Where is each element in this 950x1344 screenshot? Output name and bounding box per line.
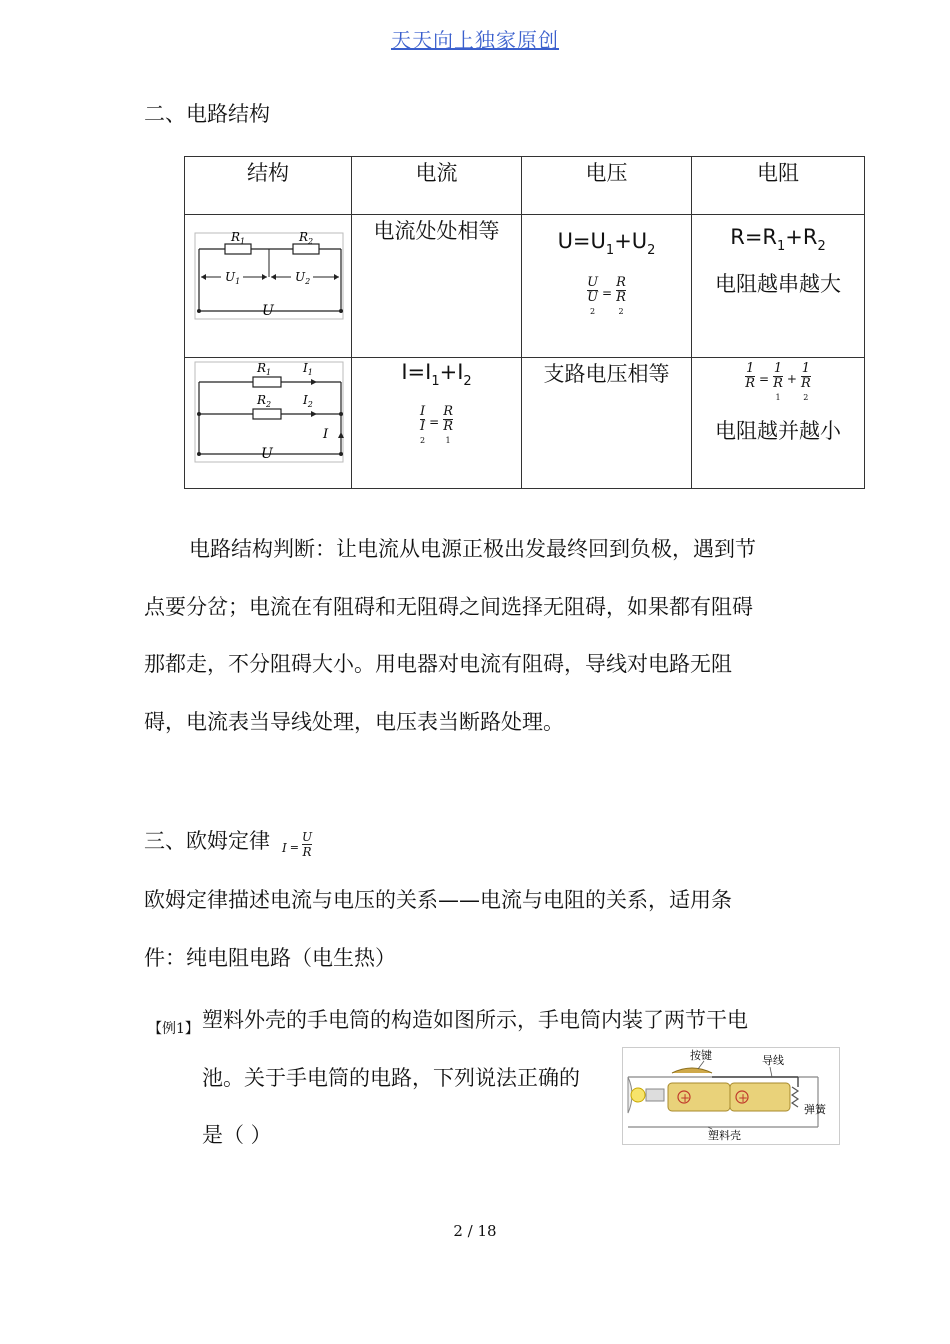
label-u: U xyxy=(262,303,274,319)
paragraph-line: 碍，电流表当导线处理，电压表当断路处理。 xyxy=(144,709,564,734)
circuit-table xyxy=(184,156,865,489)
svg-text:按键: 按键 xyxy=(690,1049,712,1062)
section-3-heading: 三、欧姆定律 xyxy=(144,829,270,853)
example-tag: 【例1】 xyxy=(148,1021,199,1037)
svg-text:导线: 导线 xyxy=(762,1054,784,1067)
parallel-resistance-text: 电阻越并越小 xyxy=(715,419,841,443)
series-current-cell xyxy=(352,215,522,358)
svg-text:I2: $I_2$ xyxy=(303,393,313,409)
svg-text:R1: $R_1$ xyxy=(257,361,272,377)
series-structure-cell xyxy=(185,215,352,358)
page-number: 2 / 18 xyxy=(453,1222,497,1240)
section-2-heading: 二、电路结构 xyxy=(144,102,270,126)
paragraph-line: 池。关于手电筒的电路，下列说法正确的 xyxy=(202,1065,580,1090)
label-r1: $R_1$ xyxy=(231,230,246,246)
battery-1 xyxy=(668,1083,730,1111)
paragraph-line: 欧姆定律描述电流与电压的关系——电流与电阻的关系，适用条 xyxy=(144,888,732,912)
paragraph-line: 电路结构判断：让电流从电源正极出发最终回到负极，遇到节 xyxy=(189,537,756,561)
paragraph-ohms-law xyxy=(144,872,844,987)
label-r2: $R_2$ xyxy=(299,230,314,246)
bulb-icon xyxy=(631,1088,645,1102)
parallel-resistance-cell xyxy=(692,358,865,489)
flashlight-figure xyxy=(622,1047,840,1145)
paragraph-line: 是（ ） xyxy=(202,1123,272,1147)
series-resistance-cell xyxy=(692,215,865,358)
table-header-current: 电流 xyxy=(352,157,522,215)
svg-text:R2: $R_2$ xyxy=(257,393,272,409)
table-header-resistance: 电阻 xyxy=(692,157,865,215)
parallel-voltage-text: 支路电压相等 xyxy=(543,362,670,386)
svg-text:U: U xyxy=(261,446,273,462)
svg-text:+: + xyxy=(680,1091,691,1105)
svg-text:I: I xyxy=(323,427,329,442)
label-u1: $U_1$ xyxy=(225,270,241,286)
parallel-voltage-cell xyxy=(522,358,692,489)
table-header-voltage: 电压 xyxy=(522,157,692,215)
series-voltage-formula: $U=U_1+U_2$ xyxy=(557,229,656,258)
series-voltage-cell xyxy=(522,215,692,358)
resistor-r1 xyxy=(225,244,251,254)
parallel-current-ratio: I I 2 = R R 1 xyxy=(420,404,453,445)
parallel-structure-cell xyxy=(185,358,352,489)
parallel-current-formula: $I=I_1+I_2$ xyxy=(401,360,472,389)
parallel-resistance-formula: $\frac{1}{R}$ = 1 R 1 + 1 R 2 xyxy=(745,361,811,402)
paragraph-line: 那都走，不分阻碍大小。用电器对电流有阻碍，导线对电路无阻 xyxy=(144,652,732,676)
svg-text:I1: $I_1$ xyxy=(303,361,313,377)
paragraph-line: 塑料外壳的手电筒的构造如图所示，手电筒内装了两节干电 xyxy=(202,1008,748,1032)
series-voltage-ratio: U U 2 = R R 2 xyxy=(587,275,626,316)
paragraph-line: 点要分岔；电流在有阻碍和无阻碍之间选择无阻碍，如果都有阻碍 xyxy=(144,594,753,619)
label-u2: $U_2$ xyxy=(295,270,311,286)
series-current-text: 电流处处相等 xyxy=(373,219,500,243)
resistor-r2 xyxy=(293,244,319,254)
parallel-current-cell xyxy=(352,358,522,489)
ohms-law-formula: I = $\frac{U}{R}$ xyxy=(282,830,313,859)
svg-text:弹簧: 弹簧 xyxy=(804,1103,826,1116)
paragraph-circuit-judgement xyxy=(144,521,844,751)
parallel-circuit-diagram xyxy=(185,358,351,484)
table-header-structure: 结构 xyxy=(185,157,352,215)
header-title[interactable]: 天天向上独家原创 xyxy=(391,28,559,52)
series-resistance-text: 电阻越串越大 xyxy=(715,272,841,296)
series-circuit-diagram xyxy=(185,215,351,353)
paragraph-line: 件：纯电阻电路（电生热） xyxy=(144,945,396,970)
svg-text:塑料壳: 塑料壳 xyxy=(708,1129,741,1142)
series-resistance-formula: $R=R_1+R_2$ xyxy=(730,225,826,254)
svg-text:+: + xyxy=(738,1091,749,1105)
